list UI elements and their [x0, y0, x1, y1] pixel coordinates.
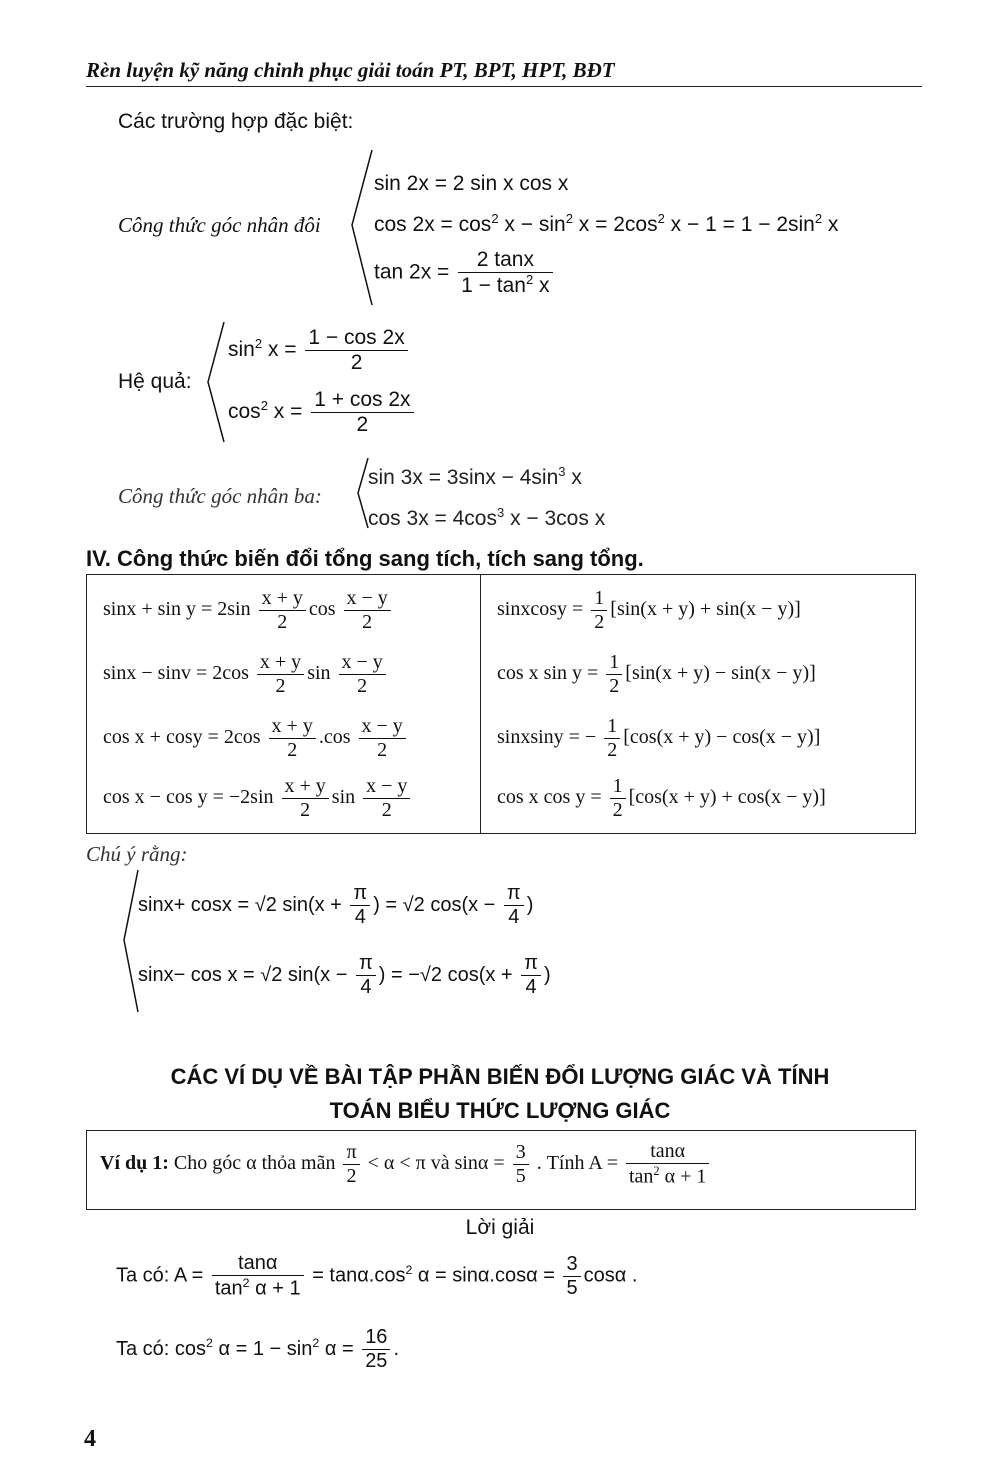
- corollary-brace: [198, 322, 228, 446]
- header-rule: [86, 86, 922, 87]
- table-divider: [480, 575, 481, 833]
- sin-squared-formula: $\sin^2 x$ = $\frac{1 - \cos 2x}{2}$: [228, 326, 411, 375]
- sin2x-formula: sin 2x = 2 sin x cos x: [374, 172, 569, 195]
- table-row: cos x cos y = $\frac{1}{2}$ [cos(x + y) + cos(x − y)]: [497, 775, 826, 821]
- corollary-label: Hệ quả:: [118, 370, 192, 393]
- table-row: cos x − cos y = −2sin $\frac{x + y}{2}$ sin $\frac{x - y}{2}$: [103, 775, 413, 822]
- table-row: sinx − sinv = 2cos $\frac{x + y}{2}$ sin $\frac{x - y}{2}$: [103, 651, 389, 698]
- table-row: sinxcosy = $\frac{1}{2}$ [sin(x + y) + sin(x − y)]: [497, 587, 801, 633]
- sin3x-formula: $\sin 3x = 3\sin x - 4\sin^3$ x: [368, 464, 582, 489]
- table-row: cos x + cosy = 2cos $\frac{x + y}{2}$ .cos $\frac{x - y}{2}$: [103, 715, 409, 762]
- solution-line-1: Ta có: A = $\frac{\tan\alpha}{\tan^2 \alpha + 1}$ = $\tan\alpha.\cos^2$ α = sinα.cosα = $\frac{3}{5}$ cosα .: [116, 1252, 638, 1300]
- note-line-2: sinx− cos x = √2 sin(x − $\frac{\pi}{4}$ ) = −√2 cos(x + $\frac{\pi}{4}$ ): [138, 952, 551, 998]
- examples-title-line-1: CÁC VÍ DỤ VỀ BÀI TẬP PHẦN BIẾN ĐỔI LƯỢNG GIÁC VÀ TÍNH: [170, 1064, 830, 1089]
- sum-product-table: [86, 574, 916, 834]
- cos-squared-formula: $\cos^2 x$ = $\frac{1 + \cos 2x}{2}$: [228, 388, 417, 437]
- running-header: Rèn luyện kỹ năng chinh phục giải toán PT, BPT, HPT, BĐT: [86, 58, 615, 82]
- page-number: 4: [84, 1426, 96, 1452]
- solution-line-2: Ta có: $\cos^2 \alpha = 1 - \sin^2 \alpha$ = $\frac{16}{25}$ .: [116, 1326, 399, 1372]
- cos2x-formula: $\cos 2x = \cos^2 x - \sin^2 x = 2\cos^2$ $x - 1 = 1 - 2\sin^2$ x: [374, 211, 839, 236]
- cos3x-formula: $\cos 3x = 4\cos^3$ x − 3cos x: [368, 505, 606, 530]
- table-row: cos x sin y = $\frac{1}{2}$ [sin(x + y) − sin(x − y)]: [497, 651, 816, 697]
- section-iv-title: IV. Công thức biến đổi tổng sang tích, tích sang tổng.: [86, 546, 644, 571]
- table-row: sinxsiny = − $\frac{1}{2}$ [cos(x + y) − cos(x − y)]: [497, 715, 821, 761]
- note-label: Chú ý rằng:: [86, 842, 188, 866]
- note-line-1: sinx+ cosx = √2 sin(x + $\frac{\pi}{4}$ ) = √2 cos(x − $\frac{\pi}{4}$ ): [138, 882, 534, 928]
- tan2x-formula: tan 2x = $\frac{2 \tan x}{1 - \tan^2 x}$: [374, 248, 556, 298]
- example-1-statement: Ví dụ 1: Cho góc α thỏa mãn $\frac{\pi}{2}$ < α < π và sinα = $\frac{3}{5}$ . Tính A = $\frac{\tan\alpha}{\tan^2 \alpha + 1}$: [100, 1140, 712, 1189]
- solution-heading: Lời giải: [465, 1216, 535, 1239]
- special-cases-heading: Các trường hợp đặc biệt:: [118, 110, 354, 133]
- table-row: sinx + sin y = 2sin $\frac{x + y}{2}$ cos $\frac{x - y}{2}$: [103, 587, 394, 634]
- examples-title-line-2: TOÁN BIỂU THỨC LƯỢNG GIÁC: [329, 1098, 671, 1123]
- double-angle-label: Công thức góc nhân đôi: [118, 213, 321, 237]
- triple-angle-label: Công thức góc nhân ba:: [118, 484, 322, 508]
